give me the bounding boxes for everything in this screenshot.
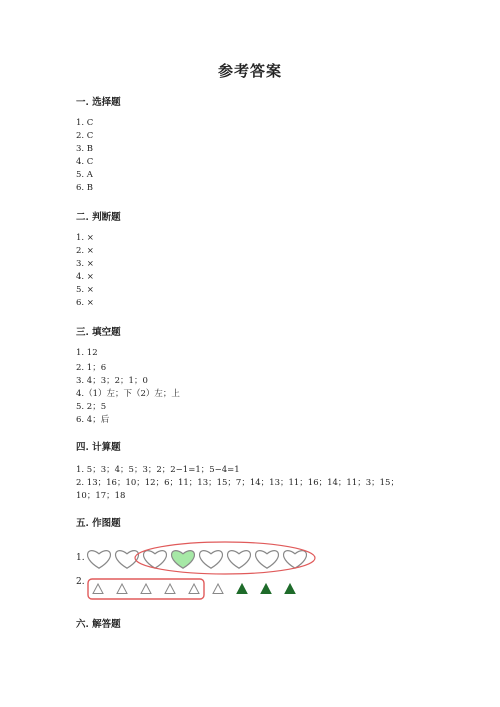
answer-line: 6. B [76,183,94,193]
triangle-outline-icon [117,584,127,594]
answer-line: 6. × [76,298,94,308]
answer-line: 10；17；18 [76,491,126,501]
triangle-outline-icon [213,584,223,594]
section-heading-choice: 一. 选择题 [76,97,121,108]
heart-outline-icon [88,551,111,569]
section-heading-solve: 六. 解答题 [76,619,121,630]
answer-line: 4. × [76,272,94,282]
answer-line: 3. × [76,259,94,269]
heart-filled-icon [172,551,195,569]
answer-line: 1. 5；3；4；5；3；2；2−1=1；5−4=1 [76,465,240,475]
answer-line: 2. 1；6 [76,363,107,373]
answer-line: 1. × [76,233,94,243]
answer-line: 2. C [76,131,94,141]
page-title: 参考答案 [217,62,282,80]
answer-line: 3. B [76,144,94,154]
answer-line: 3. 4；3；2；1；0 [76,376,148,386]
answer-line: 5. A [76,170,93,180]
triangle-filled-icon [261,584,271,594]
triangle-outline-icon [93,584,103,594]
heart-outline-icon [256,551,279,569]
section-heading-fill: 三. 填空题 [76,327,121,338]
answer-line: 1. 12 [76,348,98,358]
answer-line: 4. C [76,157,94,167]
triangle-filled-icon [237,584,247,594]
answer-line: 4.（1）左；下（2）左；上 [76,389,180,399]
heart-outline-icon [200,551,223,569]
section-heading-judge: 二. 判断题 [76,212,121,223]
answer-line: 5. × [76,285,94,295]
answer-line: 1. C [76,118,94,128]
triangle-outline-icon [141,584,151,594]
answer-line: 5. 2；5 [76,402,107,412]
heart-outline-icon [228,551,251,569]
drawing-label-2: 2. [76,577,85,587]
triangle-outline-icon [165,584,175,594]
answer-line: 2. × [76,246,94,256]
answer-line: 2. 13；16；10；12；6；11；13；15；7；14；13；11；16；14；11；3；15； [76,478,399,488]
triangle-filled-icon [285,584,295,594]
triangle-outline-icon [189,584,199,594]
answer-line: 6. 4；后 [76,415,110,425]
section-heading-drawing: 五. 作图题 [76,518,121,529]
section-heading-calc: 四. 计算题 [76,442,121,453]
drawing-label-1: 1. [76,553,85,563]
